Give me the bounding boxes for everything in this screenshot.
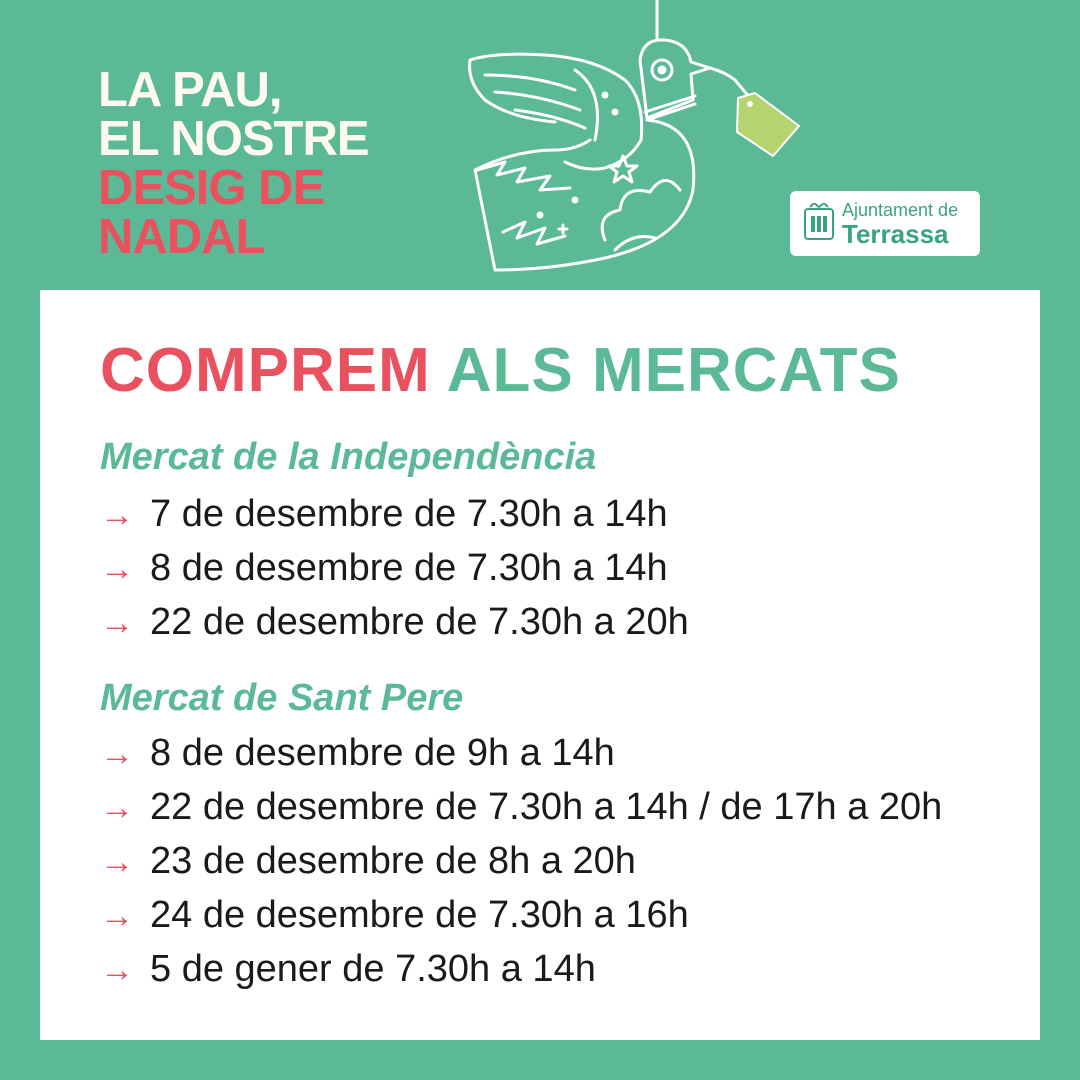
content-card [40,290,1040,1040]
arrow-right-icon: → [100,843,134,881]
title-part-1: COMPREM [100,336,431,405]
arrow-right-icon: → [100,897,134,935]
list-item [100,780,942,834]
arrow-right-icon: → [100,604,134,642]
list-item [100,541,668,595]
list-item [100,726,615,780]
market-name-independencia: Mercat de la Independència [100,436,597,478]
list-item-text: 22 de desembre de 7.30h a 20h [150,601,689,643]
list-item-text: 8 de desembre de 7.30h a 14h [150,547,668,589]
page-title [100,336,901,406]
market-name-sant-pere: Mercat de Sant Pere [100,677,464,719]
logo-line-1: Ajuntament de [842,200,959,220]
title-part-2: ALS MERCATS [446,336,901,405]
list-item-text: 22 de desembre de 7.30h a 14h / de 17h a 20h [150,786,943,828]
headline [98,63,369,264]
dove-illustration-icon [455,0,815,275]
logo-line-2: Terrassa [842,219,949,249]
headline-line-2: EL NOSTRE [98,112,369,166]
list-item [100,834,636,888]
list-item-text: 5 de gener de 7.30h a 14h [150,948,596,990]
terrassa-crest-icon [802,203,836,243]
list-item [100,942,596,996]
arrow-right-icon: → [100,496,134,534]
list-item-text: 7 de desembre de 7.30h a 14h [150,493,668,535]
arrow-right-icon: → [100,789,134,827]
headline-line-1: LA PAU, [98,63,282,117]
list-item [100,595,689,649]
arrow-right-icon: → [100,735,134,773]
headline-line-4: NADAL [98,210,265,264]
list-item-text: 24 de desembre de 7.30h a 16h [150,894,689,936]
list-item [100,487,668,541]
arrow-right-icon: → [100,550,134,588]
ajuntament-terrassa-logo [790,191,980,256]
arrow-right-icon: → [100,951,134,989]
list-item [100,888,689,942]
list-item-text: 8 de desembre de 9h a 14h [150,732,615,774]
list-item-text: 23 de desembre de 8h a 20h [150,840,636,882]
headline-line-3: DESIG DE [98,161,325,215]
